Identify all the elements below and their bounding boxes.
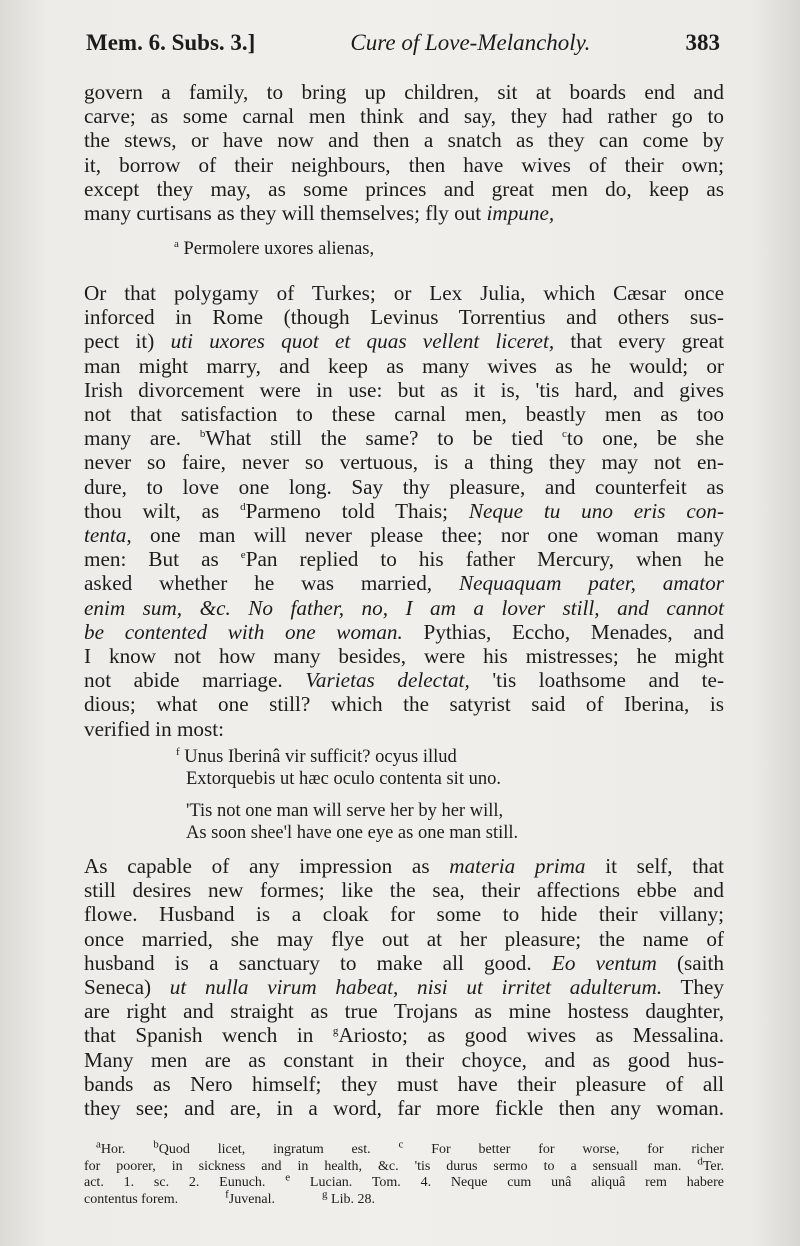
footnote-ref-e: e xyxy=(240,549,246,562)
footnote-ref-c: c xyxy=(562,428,567,441)
paragraph-3 xyxy=(84,854,724,1120)
text-run: one man will never please thee; nor one woman many xyxy=(149,523,725,548)
text-line: verified in most: xyxy=(84,716,225,741)
text-line xyxy=(84,668,724,692)
quote-text: Permolere uxores alienas, xyxy=(183,239,375,259)
text-run: What still the same? to be tied xyxy=(205,426,544,451)
text-run: thou wilt, as xyxy=(84,498,220,523)
text-line: they see; and are, in a word, far more fickle then any woman. xyxy=(84,1096,724,1121)
text-run: it self, that xyxy=(605,854,725,878)
italic-run: Neque tu uno eris con- xyxy=(468,498,725,523)
text-run: many curtisans as they will themselves; fly out xyxy=(84,201,482,226)
footnote-c xyxy=(398,1138,725,1157)
text-line xyxy=(84,329,724,353)
text-line xyxy=(84,854,724,878)
footnote-text: Lucian. Tom. 4. Neque cum unâ aliquâ rem habere xyxy=(309,1175,724,1190)
text-line xyxy=(84,523,724,547)
verse-line: 'Tis not one man will serve her by her will, xyxy=(186,801,504,821)
italic-run: Nequaquam pater, amator xyxy=(458,571,724,596)
running-header xyxy=(86,30,720,64)
italic-run: ut nulla virum habeat, nisi ut irritet adulterum. xyxy=(169,975,663,1000)
text-line: once married, she may flye out at her pleasure; the name of xyxy=(84,926,724,951)
footnote-marker: g xyxy=(322,1187,328,1200)
text-run: Unus Iberinâ vir sufficit? ocyus illud xyxy=(184,747,457,767)
text-line xyxy=(84,499,724,523)
text-line xyxy=(84,1023,724,1047)
italic-run: Eo ventum xyxy=(551,950,657,975)
footnote-ref-f: f xyxy=(176,745,180,758)
verse-line: Extorquebis ut hæc oculo contenta sit uno. xyxy=(186,769,501,789)
italic-run: be contented with one woman. xyxy=(84,619,403,644)
text-line: inforced in Rome (though Levinus Torrentius and others sus- xyxy=(84,305,724,330)
text-run: Seneca) xyxy=(84,975,152,1000)
text-run: (saith xyxy=(676,950,725,975)
text-run: 'tis loathsome and te- xyxy=(492,668,725,693)
text-run: As capable of any impression as xyxy=(84,854,430,878)
footnote-marker: f xyxy=(225,1187,229,1200)
verse-line xyxy=(176,745,501,768)
italic-run: uti uxores quot et quas vellent liceret, xyxy=(170,329,555,354)
footnote-line xyxy=(84,1171,724,1192)
italic-run: Varietas delectat, xyxy=(305,668,470,693)
text-run: Parmeno told Thais; xyxy=(245,498,449,523)
text-run: not abide marriage. xyxy=(84,668,283,693)
text-line: bands as Nero himself; they must have their pleasure of all xyxy=(84,1071,724,1096)
footnote-text: Juvenal. xyxy=(228,1191,276,1207)
text-run: many are. xyxy=(84,426,182,451)
footnote-d xyxy=(697,1154,725,1174)
text-run: that Spanish wench in xyxy=(84,1023,314,1048)
text-run: Pan replied to his father Mercury, when he xyxy=(245,547,725,572)
footnote-ref-d: d xyxy=(240,500,246,513)
verse-latin xyxy=(176,745,501,790)
verse-line: As soon shee'l have one eye as one man still. xyxy=(186,823,519,843)
text-line: I know not how many besides, were his mistresses; he might xyxy=(84,644,724,669)
footnote-marker: e xyxy=(285,1171,291,1184)
italic-run: impune, xyxy=(486,201,555,226)
running-title: Cure of Love-Melancholy. xyxy=(350,30,591,55)
text-line: dure, to love one long. Say thy pleasure, and counterfeit as xyxy=(84,474,724,499)
block-quote-a xyxy=(174,239,374,260)
footnote-text: Quod licet, ingratum est. xyxy=(158,1142,371,1157)
text-line: not that satisfaction to these carnal men, beastly men as too xyxy=(84,402,724,427)
text-line: are right and straight as true Trojans as mine hostess daughter, xyxy=(84,999,724,1024)
text-run: They xyxy=(680,975,725,1000)
footnote-line xyxy=(84,1138,725,1159)
text-line: carve; as some carnal men think and say, they had rather go to xyxy=(84,104,724,129)
footnote-text: For better for worse, for richer xyxy=(431,1142,725,1157)
section-reference: Mem. 6. Subs. 3.] xyxy=(86,30,256,55)
text-run: Ariosto; as good wives as Messalina. xyxy=(338,1023,725,1048)
text-line: except they may, as some princes and great men do, keep as xyxy=(84,176,724,201)
text-run: husband is a sanctuary to make all good. xyxy=(84,950,532,975)
footnote-e xyxy=(285,1171,724,1190)
paragraph-2 xyxy=(84,281,724,741)
footnote-line xyxy=(84,1154,725,1176)
paragraph-1 xyxy=(84,80,724,225)
text-line: enim sum, &c. No father, no, I am a lover still, and cannot xyxy=(84,595,724,620)
footnote-text: contentus forem. xyxy=(84,1191,179,1207)
text-run: to one, be she xyxy=(566,426,725,451)
text-line xyxy=(84,426,724,450)
text-line: man might marry, and keep as many wives as he would; or xyxy=(84,353,724,378)
text-line: Irish divorcement were in use: but as it is, 'tis hard, and gives xyxy=(84,377,724,402)
text-line: govern a family, to bring up children, sit at boards end and xyxy=(84,80,724,104)
text-line: dious; what one still? which the satyrist said of Iberina, is xyxy=(84,692,724,717)
text-line: the stews, or have now and then a snatch as they can come by xyxy=(84,128,724,153)
text-line xyxy=(84,951,724,975)
italic-run: tenta, xyxy=(84,523,132,548)
text-line: never so faire, never so vertuous, is a thing they may not en- xyxy=(84,450,724,475)
text-run: that every great xyxy=(570,329,725,354)
italic-run: materia prima xyxy=(449,854,586,878)
footnote-b xyxy=(153,1138,371,1157)
footnote-ref-g: g xyxy=(332,1025,339,1038)
text-line xyxy=(84,571,724,595)
footnote-text: act. 1. sc. 2. Eunuch. xyxy=(84,1175,266,1190)
footnote-marker: d xyxy=(697,1154,703,1167)
page-number: 383 xyxy=(685,30,720,55)
footnote-g xyxy=(322,1187,375,1207)
verse-english xyxy=(186,800,518,844)
footnote-text: for poorer, in sickness and in health, &c. 'tis durus sermo to a sensuall man. xyxy=(84,1158,682,1174)
footnote-text: Lib. 28. xyxy=(331,1191,375,1207)
text-line xyxy=(84,975,724,999)
footnote-text: Ter. xyxy=(702,1158,725,1174)
text-run: men: But as xyxy=(84,547,219,572)
text-line: flowe. Husband is a cloak for some to hide their villany; xyxy=(84,902,724,927)
footnote-a xyxy=(96,1138,126,1157)
footnote-f xyxy=(225,1187,276,1207)
footnote-marker: a xyxy=(96,1138,101,1151)
footnote-ref-a: a xyxy=(174,237,179,250)
text-line xyxy=(84,201,724,225)
text-run: pect it) xyxy=(84,329,155,354)
text-run: asked whether he was married, xyxy=(84,571,433,596)
footnote-text: Hor. xyxy=(100,1142,126,1157)
footnotes xyxy=(84,1138,725,1208)
text-line: Or that polygamy of Turkes; or Lex Julia, which Cæsar once xyxy=(84,281,724,305)
footnote-marker: c xyxy=(398,1138,404,1151)
text-line xyxy=(84,547,724,571)
text-line: it, borrow of their neighbours, then have wives of their own; xyxy=(84,152,724,177)
text-line: still desires new formes; like the sea, their affections ebbe and xyxy=(84,878,724,903)
footnote-marker: b xyxy=(153,1138,159,1151)
footnote-line xyxy=(84,1187,724,1209)
footnote-ref-b: b xyxy=(199,428,206,441)
text-run: Pythias, Eccho, Menades, and xyxy=(423,619,724,644)
text-line xyxy=(84,620,724,644)
text-line: Many men are as constant in their choyce, and as good hus- xyxy=(84,1047,724,1072)
